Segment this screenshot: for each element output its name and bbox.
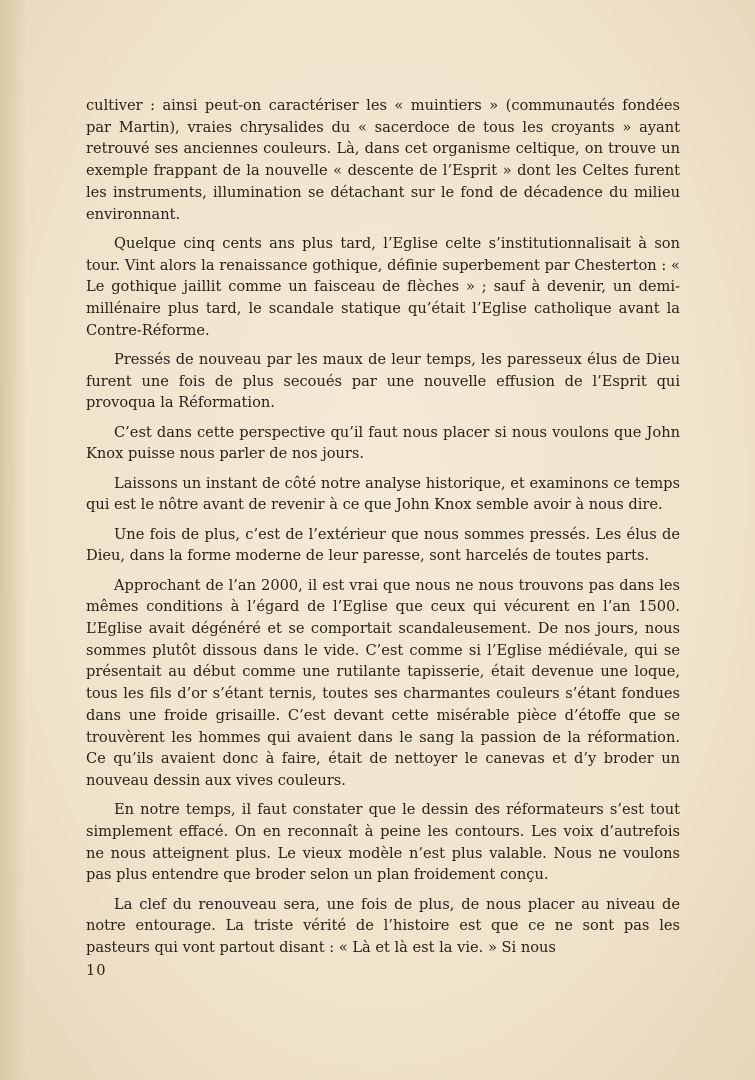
paragraph-2: Quelque cinq cents ans plus tard, l’Eglise celte s’institutionnalisait à son tour. Vint alors la renaissance gothique, définie superbement par Chesterton : « Le gothique jaillit comme un faisceau de flèches » ; sauf à devenir, un demi-millénaire plus tard, le scandale statique qu’était l’Eglise catholique avant la Contre-Réforme. (86, 234, 680, 339)
page-number: 10 (86, 962, 107, 979)
body-text (86, 95, 680, 966)
paragraph-4: C’est dans cette perspective qu’il faut nous placer si nous voulons que John Knox puisse nous parler de nos jours. (86, 423, 680, 463)
paragraph-8: En notre temps, il faut constater que le dessin des réformateurs s’est tout simplement effacé. On en reconnaît à peine les contours. Les voix d’autrefois ne nous atteignent plus. Le vieux modèle n’est plus valable. Nous ne voulons pas plus entendre que broder selon un plan froidement conçu. (86, 801, 680, 884)
paragraph-7: Approchant de l’an 2000, il est vrai que nous ne nous trouvons pas dans les mêmes conditions à l’égard de l’Eglise que ceux qui vécurent en l’an 1500. L’Eglise avait dégénéré et se comportait scandaleusement. De nos jours, nous sommes plutôt dissous dans le vide. C’est comme si l’Eglise médiévale, qui se présentait au début comme une rutilante tapisserie, était devenue une loque, tous les fils d’or s’étant ternis, toutes ses charmantes couleurs s’étant fondues dans une froide grisaille. C’est devant cette misérable pièce d’étoffe que se trouvèrent les hommes qui avaient dans le sang la passion de la réformation. Ce qu’ils avaient donc à faire, était de nettoyer le canevas et d’y broder un nouveau dessin aux vives couleurs. (86, 576, 680, 789)
page-gutter-shadow (0, 0, 26, 1080)
paragraph-3: Pressés de nouveau par les maux de leur temps, les paresseux élus de Dieu furent une fois de plus secoués par une nouvelle effusion de l’Esprit qui provoqua la Réformation. (86, 350, 680, 412)
paragraph-6: Une fois de plus, c’est de l’extérieur que nous sommes pressés. Les élus de Dieu, dans la forme moderne de leur paresse, sont harcelés de toutes parts. (86, 525, 680, 565)
paragraph-5: Laissons un instant de côté notre analyse historique, et examinons ce temps qui est le nôtre avant de revenir à ce que John Knox semble avoir à nous dire. (86, 474, 680, 514)
paragraph-9: La clef du renouveau sera, une fois de plus, de nous placer au niveau de notre entourage. La triste vérité de l’histoire est que ce ne sont pas les pasteurs qui vont partout disant : « Là et là est la vie. » Si nous (86, 895, 680, 957)
paragraph-1: cultiver : ainsi peut-on caractériser les « muintiers » (communautés fondées par Martin), vraies chrysalides du « sacerdoce de tous les croyants » ayant retrouvé ses anciennes couleurs. Là, dans cet organisme celtique, on trouve un exemple frappant de la nouvelle « descente de l’Esprit » dont les Celtes furent les instruments, illumination se détachant sur le fond de décadence du milieu environnant. (86, 97, 680, 223)
